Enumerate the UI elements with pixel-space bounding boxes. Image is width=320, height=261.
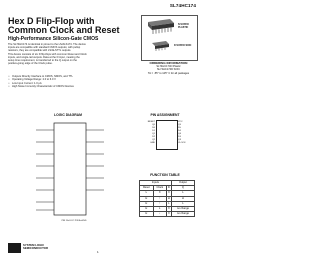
table-cell: ↑	[153, 196, 166, 201]
pin-label: VCC	[178, 121, 183, 123]
table-cell: L	[140, 191, 154, 196]
pin-assignment	[137, 120, 195, 150]
table-cell: H	[171, 196, 194, 201]
description-line: positive-going edge of the Clock pulse.	[8, 62, 53, 66]
pin-label: RESET	[147, 121, 155, 123]
description-line: This device consists of six D flip-flops with common Reset and Clock	[8, 52, 87, 56]
table-header-inputs: Inputs	[140, 181, 172, 186]
plastic-package-label: N SUFFIX PLASTIC	[178, 23, 189, 29]
left-pin-labels	[137, 121, 155, 145]
description-line: resistors, they are compatible with LS/ALSTTL outputs.	[8, 49, 72, 53]
description-line: setup time requirement, is transferred to the Q output on the	[8, 59, 77, 63]
table-cell: L	[171, 201, 194, 206]
logic-diagram-title: LOGIC DIAGRAM	[54, 113, 82, 117]
logic-diagram	[30, 120, 110, 232]
ordering-line: TA = -55° to 125° C for all packages	[147, 71, 190, 75]
description	[8, 43, 124, 65]
table-cell: X	[168, 212, 170, 216]
logo-mark: SLS	[11, 253, 18, 257]
logic-diagram-pin-note: PIN 16=VCC PIN 8=GND	[61, 220, 87, 222]
document-subtitle: High-Performance Silicon-Gate CMOS	[8, 36, 99, 42]
pin-label: Q0	[152, 124, 155, 126]
ordering-information	[141, 62, 196, 75]
table-row	[140, 212, 195, 217]
table-cell: X	[168, 191, 170, 195]
pin-label: Q4	[178, 133, 181, 135]
feature-item: • High Noise Immunity Characteristic of CMOS Devices	[8, 85, 124, 88]
table-column-header: Q	[171, 186, 194, 191]
soic-package-icon	[152, 41, 169, 51]
table-cell: H	[167, 196, 170, 200]
table-cell: no change	[171, 212, 194, 217]
document-title-line-1: Hex D Flip-Flop with	[8, 16, 95, 26]
pin-label: D0	[152, 127, 155, 129]
table-cell: L	[171, 191, 194, 196]
table-column-header: Reset	[140, 186, 154, 191]
table-cell: X	[153, 191, 166, 196]
document-title-line-2: Common Clock and Reset	[8, 25, 120, 35]
pin-label: Q3	[178, 139, 181, 141]
table-cell: L	[168, 201, 170, 205]
function-table	[139, 180, 195, 217]
pin-label: D1	[152, 130, 155, 132]
feature-item: • Outputs Directly Interface to CMOS, NMOS, and TTL	[8, 75, 124, 78]
page-number: 1	[97, 250, 99, 254]
company-logo	[8, 243, 21, 257]
pin-label: CLOCK	[178, 142, 186, 144]
table-cell: X	[168, 207, 170, 211]
feature-item: • Operating Voltage Range: 2.0 to 6.0 V	[8, 78, 124, 81]
description-line: inputs are compatible with standard CMOS outputs; with pullup	[8, 46, 81, 50]
part-number: SL74HC174	[169, 3, 196, 8]
description-line: The SL74HC174 is identical in pinout to the LS/ALS174. The device	[8, 43, 86, 46]
table-cell: H	[140, 201, 154, 206]
table-header-output: Output	[171, 181, 194, 186]
table-cell: ↑	[153, 201, 166, 206]
logic-diagram-drawing	[30, 120, 110, 232]
table-cell: H	[140, 212, 154, 217]
table-cell: no change	[171, 207, 194, 212]
pin-label: D2	[152, 136, 155, 138]
dip-package-icon	[148, 19, 174, 34]
table-cell: H	[140, 196, 154, 201]
table-column-header: Clock	[153, 186, 166, 191]
right-pin-labels	[178, 121, 195, 145]
table-cell: ↓	[153, 212, 166, 217]
pin-label: Q2	[152, 139, 155, 141]
pin-label: Q5	[178, 124, 181, 126]
feature-list	[8, 75, 124, 88]
pin-label: Q1	[152, 133, 155, 135]
pin-assignment-title: PIN ASSIGNMENT	[150, 113, 180, 117]
ic-package-outline	[156, 120, 178, 150]
pin-label: D5	[178, 127, 181, 129]
ordering-line: SL74HC174N Plastic	[156, 65, 181, 69]
company-name	[23, 244, 48, 251]
company-name-line: SEMICONDUCTOR	[23, 246, 48, 251]
description-line: inputs, and single-rail outputs. Data at the D input, meeting the	[8, 55, 80, 59]
table-column-header: D	[167, 186, 170, 190]
ordering-title: ORDERING INFORMATION	[149, 61, 188, 65]
title-block	[8, 17, 120, 42]
company-name-line: SYSTEM LOGIC	[23, 243, 45, 247]
table-cell: L	[153, 207, 166, 212]
package-illustrations	[141, 15, 198, 61]
pin-label: GND	[150, 142, 155, 144]
soic-package-label: D SUFFIX SOIC	[174, 44, 192, 47]
pin-label: D3	[178, 136, 181, 138]
feature-item: • Low Input Current: 1.0 μA	[8, 82, 124, 85]
function-table-title: FUNCTION TABLE	[150, 173, 180, 177]
ordering-line: SL74HC174D SOIC	[156, 68, 181, 72]
pin-label: D4	[178, 130, 181, 132]
table-cell: H	[140, 207, 154, 212]
